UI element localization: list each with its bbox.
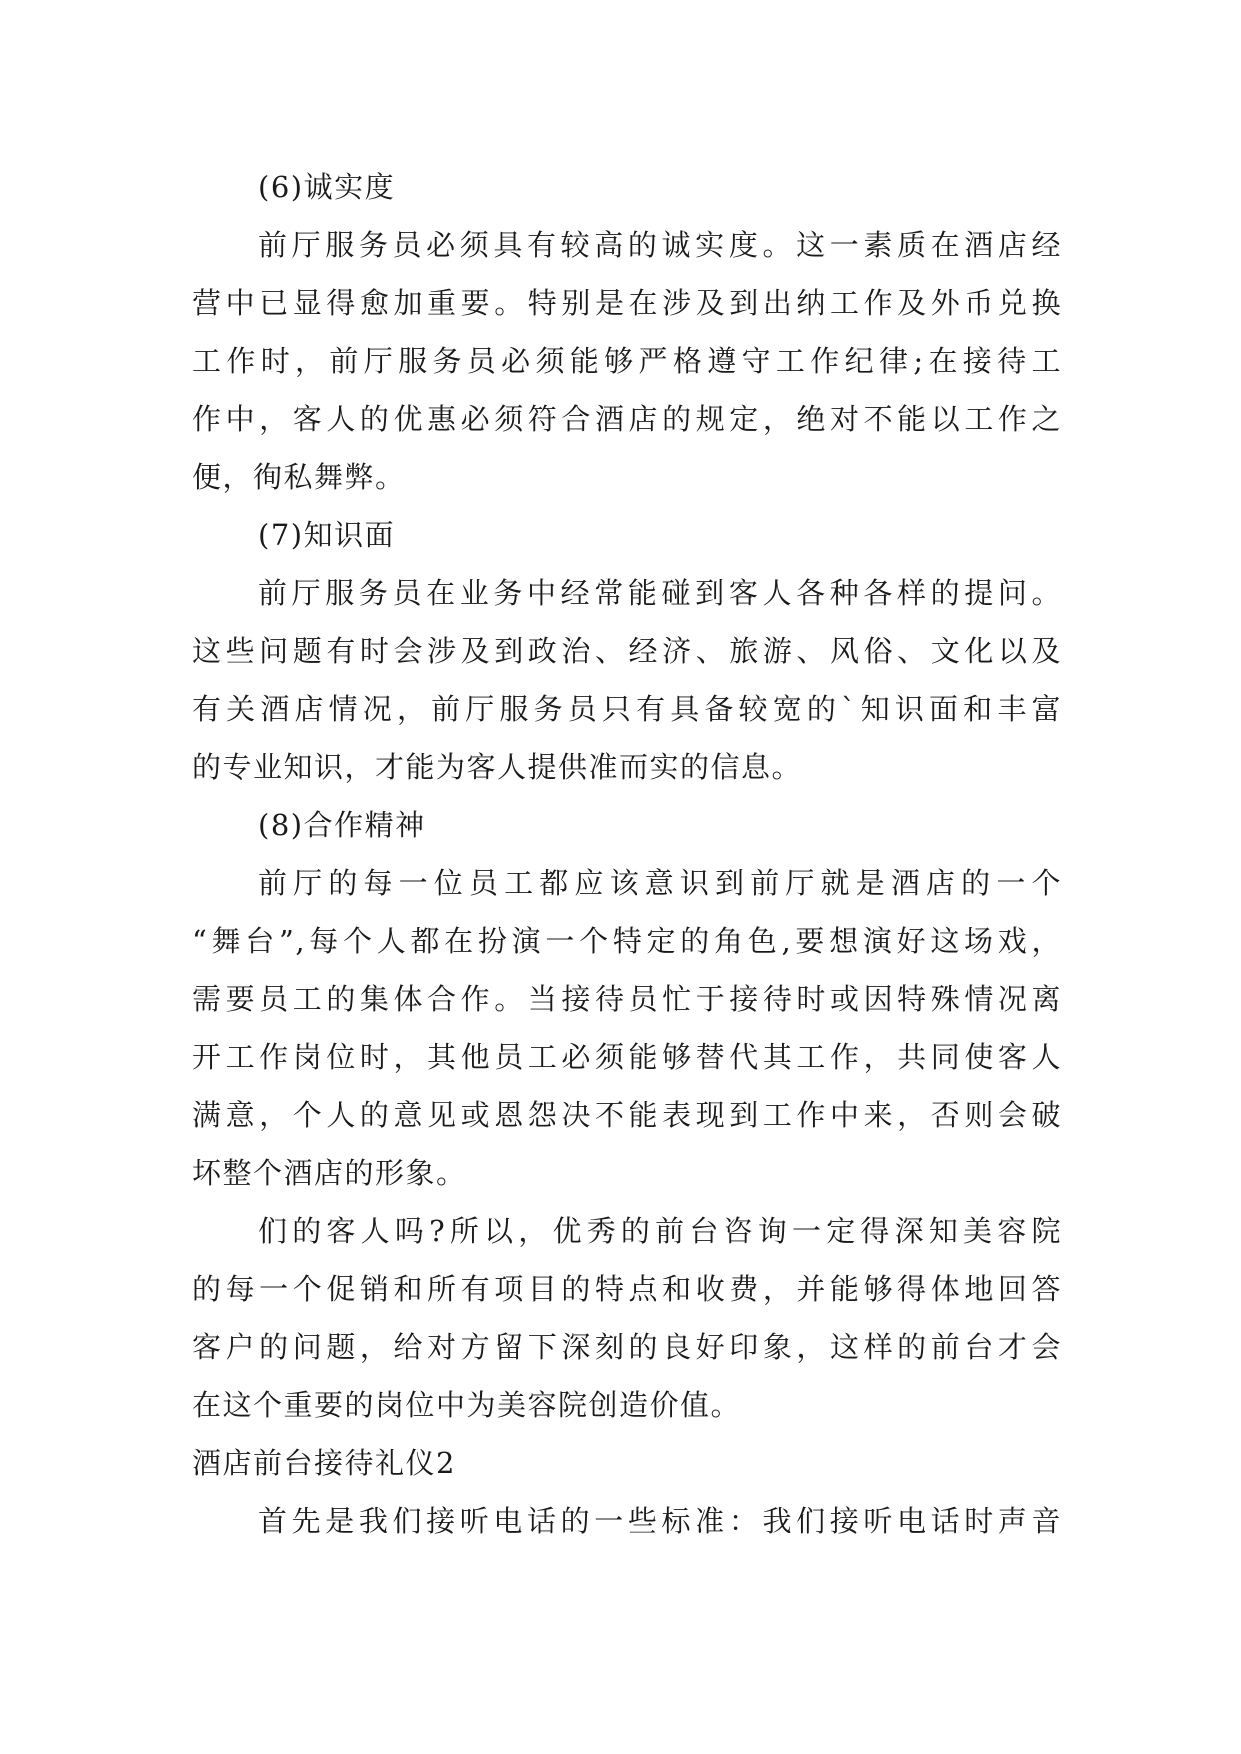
text-line: 的专业知识，才能为客人提供准而实的信息。 xyxy=(192,750,803,784)
text-line: 前厅服务员必须具有较高的诚实度。这一素质在酒店经 xyxy=(258,228,1062,262)
text-line: 的每一个促销和所有项目的特点和收费，并能够得体地回答 xyxy=(192,1272,1062,1306)
text-line: 营中已显得愈加重要。特别是在涉及到出纳工作及外币兑换 xyxy=(192,286,1062,320)
text-line: 满意，个人的意见或恩怨决不能表现到工作中来，否则会破 xyxy=(192,1098,1062,1132)
text-line: “舞台”,每个人都在扮演一个特定的角色,要想演好这场戏， xyxy=(192,924,1062,958)
text-line: 作中，客人的优惠必须符合酒店的规定，绝对不能以工作之 xyxy=(192,402,1062,436)
text-line: 前厅服务员在业务中经常能碰到客人各种各样的提问。 xyxy=(258,576,1062,610)
text-line: 在这个重要的岗位中为美容院创造价值。 xyxy=(192,1388,742,1422)
text-line: (8)合作精神 xyxy=(258,808,426,842)
text-line: 首先是我们接听电话的一些标准：我们接听电话时声音 xyxy=(258,1504,1062,1538)
text-line: 有关酒店情况，前厅服务员只有具备较宽的`知识面和丰富 xyxy=(192,692,1062,726)
text-line: 客户的问题，给对方留下深刻的良好印象，这样的前台才会 xyxy=(192,1330,1062,1364)
text-line: (7)知识面 xyxy=(258,518,396,552)
text-line: 前厅的每一位员工都应该意识到前厅就是酒店的一个 xyxy=(258,866,1062,900)
text-line: 便，徇私舞弊。 xyxy=(192,460,406,494)
text-line: 开工作岗位时，其他员工必须能够替代其工作，共同使客人 xyxy=(192,1040,1062,1074)
text-line: 这些问题有时会涉及到政治、经济、旅游、风俗、文化以及 xyxy=(192,634,1062,668)
text-line: (6)诚实度 xyxy=(258,170,396,204)
text-line: 需要员工的集体合作。当接待员忙于接待时或因特殊情况离 xyxy=(192,982,1062,1016)
text-line: 坏整个酒店的形象。 xyxy=(192,1156,467,1190)
text-line: 们的客人吗?所以，优秀的前台咨询一定得深知美容院 xyxy=(258,1214,1062,1248)
text-line: 酒店前台接待礼仪2 xyxy=(192,1446,456,1480)
text-line: 工作时，前厅服务员必须能够严格遵守工作纪律;在接待工 xyxy=(192,344,1062,378)
document-body xyxy=(192,158,1062,1550)
